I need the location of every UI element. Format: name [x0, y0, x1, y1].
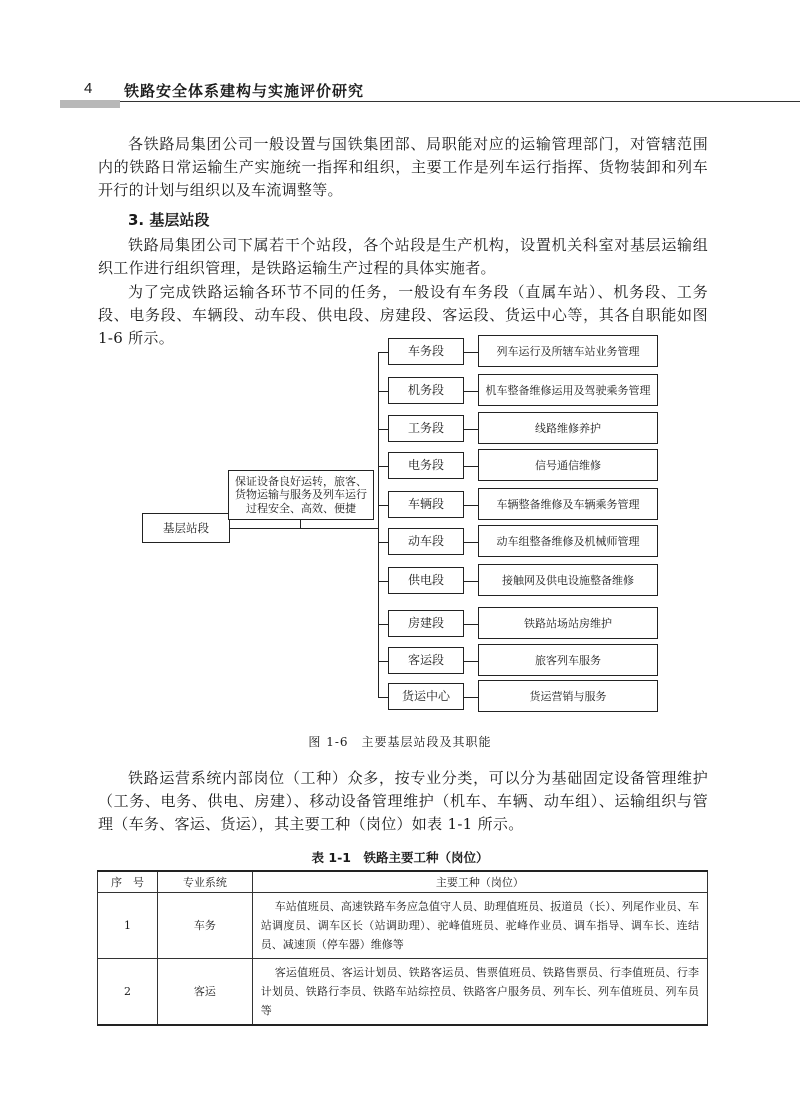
branch-connector: [378, 542, 388, 543]
row-system: 车务: [157, 892, 252, 958]
row-jobs: 客运值班员、客运计划员、铁路客运员、售票值班员、铁路售票员、行李值班员、行李计划员、铁路行李员、铁路车站综控员、铁路客户服务员、列车长、列车值班员、列车员等: [252, 958, 707, 1025]
branch-connector: [378, 352, 388, 353]
branch-connector: [378, 466, 388, 467]
unit-name-box: 动车段: [388, 528, 464, 555]
unit-duty-box: 货运营销与服务: [478, 680, 658, 712]
duty-connector: [464, 466, 478, 467]
paragraph-1: 各铁路局集团公司一般设置与国铁集团部、局职能对应的运输管理部门，对管辖范围内的铁路日常运输生产实施统一指挥和组织，主要工作是列车运行指挥、货物装卸和列车开行的计划与组织以及车流调整等。: [98, 135, 708, 199]
unit-duty-box: 机车整备维修运用及驾驶乘务管理: [478, 374, 658, 406]
table-caption: 表 1-1 铁路主要工种（岗位）: [311, 850, 489, 865]
branch-connector: [378, 697, 388, 698]
unit-name-box: 工务段: [388, 415, 464, 442]
goal-box: 保证设备良好运转，旅客、货物运输与服务及列车运行过程安全、高效、便捷: [228, 470, 374, 520]
row-system: 客运: [157, 958, 252, 1025]
table-row: [98, 892, 708, 958]
duty-connector: [464, 352, 478, 353]
duty-connector: [464, 505, 478, 506]
unit-duty-box: 线路维修养护: [478, 412, 658, 444]
branch-connector: [378, 505, 388, 506]
figure-caption: 图 1-6 主要基层站段及其职能: [308, 735, 492, 749]
root-connector: [230, 528, 378, 529]
unit-name-box: 车务段: [388, 338, 464, 365]
branch-connector: [378, 661, 388, 662]
section-heading: 3. 基层站段: [128, 211, 210, 229]
unit-name-box: 电务段: [388, 452, 464, 479]
row-no: 2: [98, 958, 158, 1025]
table-header-row: [98, 871, 708, 892]
duty-connector: [464, 581, 478, 582]
unit-duty-box: 旅客列车服务: [478, 644, 658, 676]
jobs-table: [97, 870, 708, 1026]
trunk-line: [378, 352, 379, 697]
header-jobs: 主要工种（岗位）: [252, 871, 707, 892]
paragraph-3: 为了完成铁路运输各环节不同的任务，一般设有车务段（直属车站）、机务段、工务段、电务段、车辆段、动车段、供电段、房建段、客运段、货运中心等，其各自职能如图 1-6 所示。: [98, 283, 708, 347]
branch-connector: [378, 391, 388, 392]
unit-duty-box: 车辆整备维修及车辆乘务管理: [478, 488, 658, 520]
row-no: 1: [98, 892, 158, 958]
page-number: 4: [84, 80, 93, 97]
paragraph-2: 铁路局集团公司下属若干个站段，各个站段是生产机构，设置机关科室对基层运输组织工作进行组织管理，是铁路运输生产过程的具体实施者。: [98, 236, 708, 277]
duty-connector: [464, 624, 478, 625]
row-jobs: 车站值班员、高速铁路车务应急值守人员、助理值班员、扳道员（长）、列尾作业员、车站调度员、调车区长（站调助理）、驼峰值班员、驼峰作业员、调车指导、调车长、连结员、减速顶（停车器）维修等: [252, 892, 707, 958]
unit-duty-box: 列车运行及所辖车站业务管理: [478, 335, 658, 367]
duty-connector: [464, 391, 478, 392]
goal-connector: [300, 520, 301, 528]
unit-name-box: 机务段: [388, 377, 464, 404]
unit-name-box: 供电段: [388, 567, 464, 594]
unit-duty-box: 铁路站场站房维护: [478, 607, 658, 639]
branch-connector: [378, 624, 388, 625]
paragraph-4: 铁路运营系统内部岗位（工种）众多，按专业分类，可以分为基础固定设备管理维护（工务、电务、供电、房建）、移动设备管理维护（机车、车辆、动车组）、运输组织与管理（车务、客运、货运），其主要工种（岗位）如表 1-1 所示。: [98, 769, 708, 833]
unit-name-box: 房建段: [388, 610, 464, 637]
duty-connector: [464, 697, 478, 698]
table-row: [98, 958, 708, 1025]
header-no: 序 号: [98, 871, 158, 892]
unit-duty-box: 动车组整备维修及机械师管理: [478, 525, 658, 557]
duty-connector: [464, 429, 478, 430]
unit-duty-box: 接触网及供电设施整备维修: [478, 564, 658, 596]
unit-duty-box: 信号通信维修: [478, 449, 658, 481]
branch-connector: [378, 581, 388, 582]
unit-name-box: 客运段: [388, 647, 464, 674]
header-system: 专业系统: [157, 871, 252, 892]
duty-connector: [464, 661, 478, 662]
unit-name-box: 货运中心: [388, 683, 464, 710]
running-title: 铁路安全体系建构与实施评价研究: [124, 82, 365, 100]
branch-connector: [378, 429, 388, 430]
duty-connector: [464, 542, 478, 543]
unit-name-box: 车辆段: [388, 491, 464, 518]
root-box: 基层站段: [142, 513, 230, 543]
